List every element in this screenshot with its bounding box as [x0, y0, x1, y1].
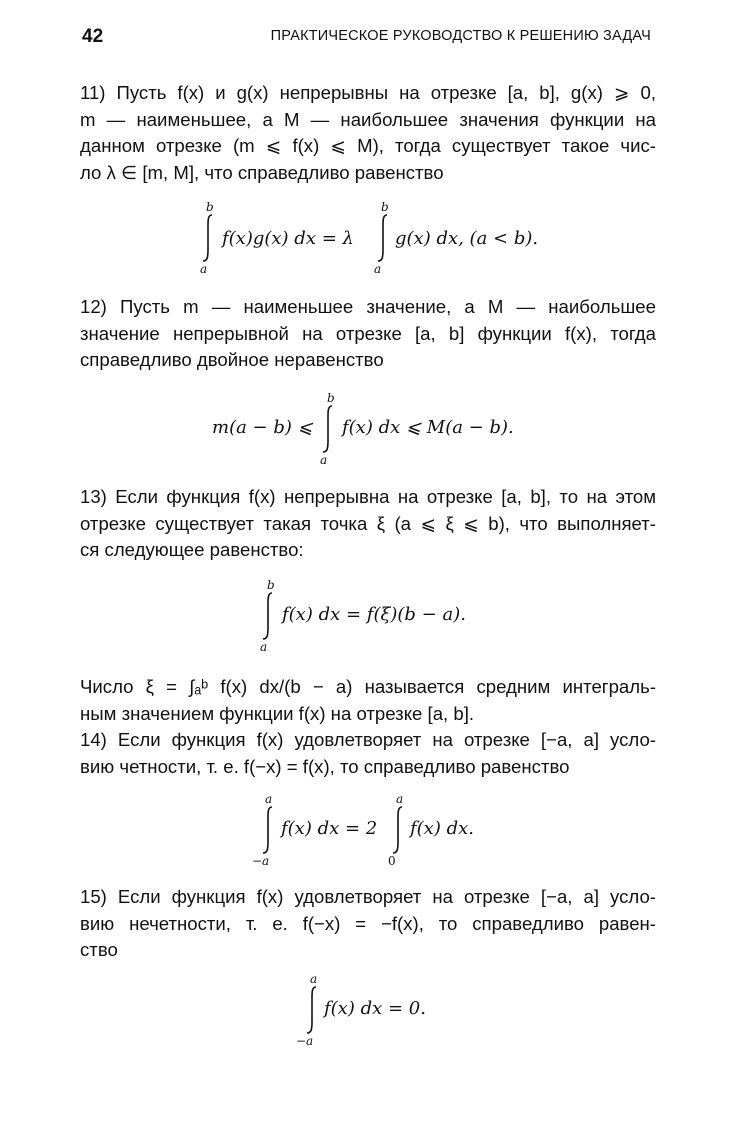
upper-limit: a — [265, 792, 273, 806]
formula-11-left: f(x)g(x) dx = λ — [222, 228, 354, 249]
lower-limit: −a — [252, 854, 270, 868]
item-13-after-text — [80, 674, 656, 727]
item-13-line-3: ся следующее равенство: — [80, 539, 304, 560]
page-number: 42 — [82, 26, 104, 47]
item-15-line-1: 15) Если функция f(x) удовлетворяет на отрезке [−a, a] усло- — [80, 886, 656, 907]
upper-limit: b — [206, 200, 214, 214]
item-11-text — [80, 80, 656, 186]
formula-15 — [0, 970, 733, 1048]
item-13-line-1: 13) Если функция f(x) непрерывна на отрезке [a, b], то на этом — [80, 486, 656, 507]
item-15-line-3: ство — [80, 939, 118, 960]
item-14-line-1: 14) Если функция f(x) удовлетворяет на отрезке [−a, a] усло- — [80, 729, 656, 750]
upper-limit: a — [396, 792, 404, 806]
integral-sign-icon — [302, 984, 322, 1036]
item-11-line-2: m — наименьшее, а M — наибольшее значения функции на — [80, 108, 656, 130]
upper-limit: a — [310, 972, 318, 986]
formula-15-body: f(x) dx = 0. — [324, 998, 426, 1019]
item-14-text — [80, 727, 656, 780]
item-11-line-3: данном отрезке (m ⩽ f(x) ⩽ M), тогда существует такое чис- — [80, 135, 656, 156]
running-title: ПРАКТИЧЕСКОЕ РУКОВОДСТВО К РЕШЕНИЮ ЗАДАЧ — [270, 28, 651, 44]
formula-13-body: f(x) dx = f(ξ)(b − a). — [282, 604, 466, 625]
upper-limit: b — [327, 391, 335, 405]
item-11-line-1: 11) Пусть f(x) и g(x) непрерывны на отрезке [a, b], g(x) ⩾ 0, — [80, 82, 656, 103]
formula-13 — [0, 576, 733, 654]
lower-limit: −a — [296, 1034, 314, 1048]
integral-sign-icon — [318, 403, 338, 455]
item-13-after-line-1: Число ξ = ∫ₐᵇ f(x) dx/(b − a) называется средним интеграль- — [80, 676, 656, 697]
formula-12-left: m(a − b) ⩽ — [212, 417, 313, 438]
item-15-line-2: вию нечетности, т. е. f(−x) = −f(x), то справедливо равен- — [80, 912, 656, 934]
item-15-text — [80, 884, 656, 964]
lower-limit: a — [260, 640, 268, 654]
upper-limit: b — [267, 578, 275, 592]
integral-sign-icon — [388, 804, 408, 856]
integral-sign-icon — [198, 212, 218, 264]
upper-limit: b — [381, 200, 389, 214]
item-12-line-3: справедливо двойное неравенство — [80, 349, 384, 370]
item-12-line-1: 12) Пусть m — наименьшее значение, а M — наибольшее — [80, 296, 656, 317]
page-header — [82, 26, 651, 50]
formula-12 — [0, 389, 733, 467]
formula-14-left: f(x) dx = 2 — [281, 818, 378, 839]
item-12-text — [80, 294, 656, 374]
lower-limit: 0 — [388, 854, 396, 868]
lower-limit: a — [374, 262, 382, 276]
formula-11-right: g(x) dx, (a < b). — [395, 228, 539, 249]
item-12-line-2: значение непрерывной на отрезке [a, b] функции f(x), тогда — [80, 322, 656, 344]
integral-sign-icon — [373, 212, 393, 264]
item-13-text — [80, 484, 656, 564]
item-13-line-2: отрезке существует такая точка ξ (a ⩽ ξ ⩽ b), что выполняет- — [80, 512, 656, 534]
item-14-line-2: вию четности, т. е. f(−x) = f(x), то справедливо равенство — [80, 755, 570, 777]
lower-limit: a — [200, 262, 208, 276]
integral-sign-icon — [258, 804, 278, 856]
item-11-line-4: ло λ ∈ [m, M], что справедливо равенство — [80, 161, 444, 183]
lower-limit: a — [320, 453, 328, 467]
item-13-after-line-2: ным значением функции f(x) на отрезке [a, b]. — [80, 702, 475, 724]
formula-14 — [0, 790, 733, 868]
integral-sign-icon — [258, 590, 278, 642]
formula-14-right: f(x) dx. — [410, 818, 474, 839]
formula-12-right: f(x) dx ⩽ M(a − b). — [342, 417, 514, 438]
formula-11 — [0, 198, 733, 276]
